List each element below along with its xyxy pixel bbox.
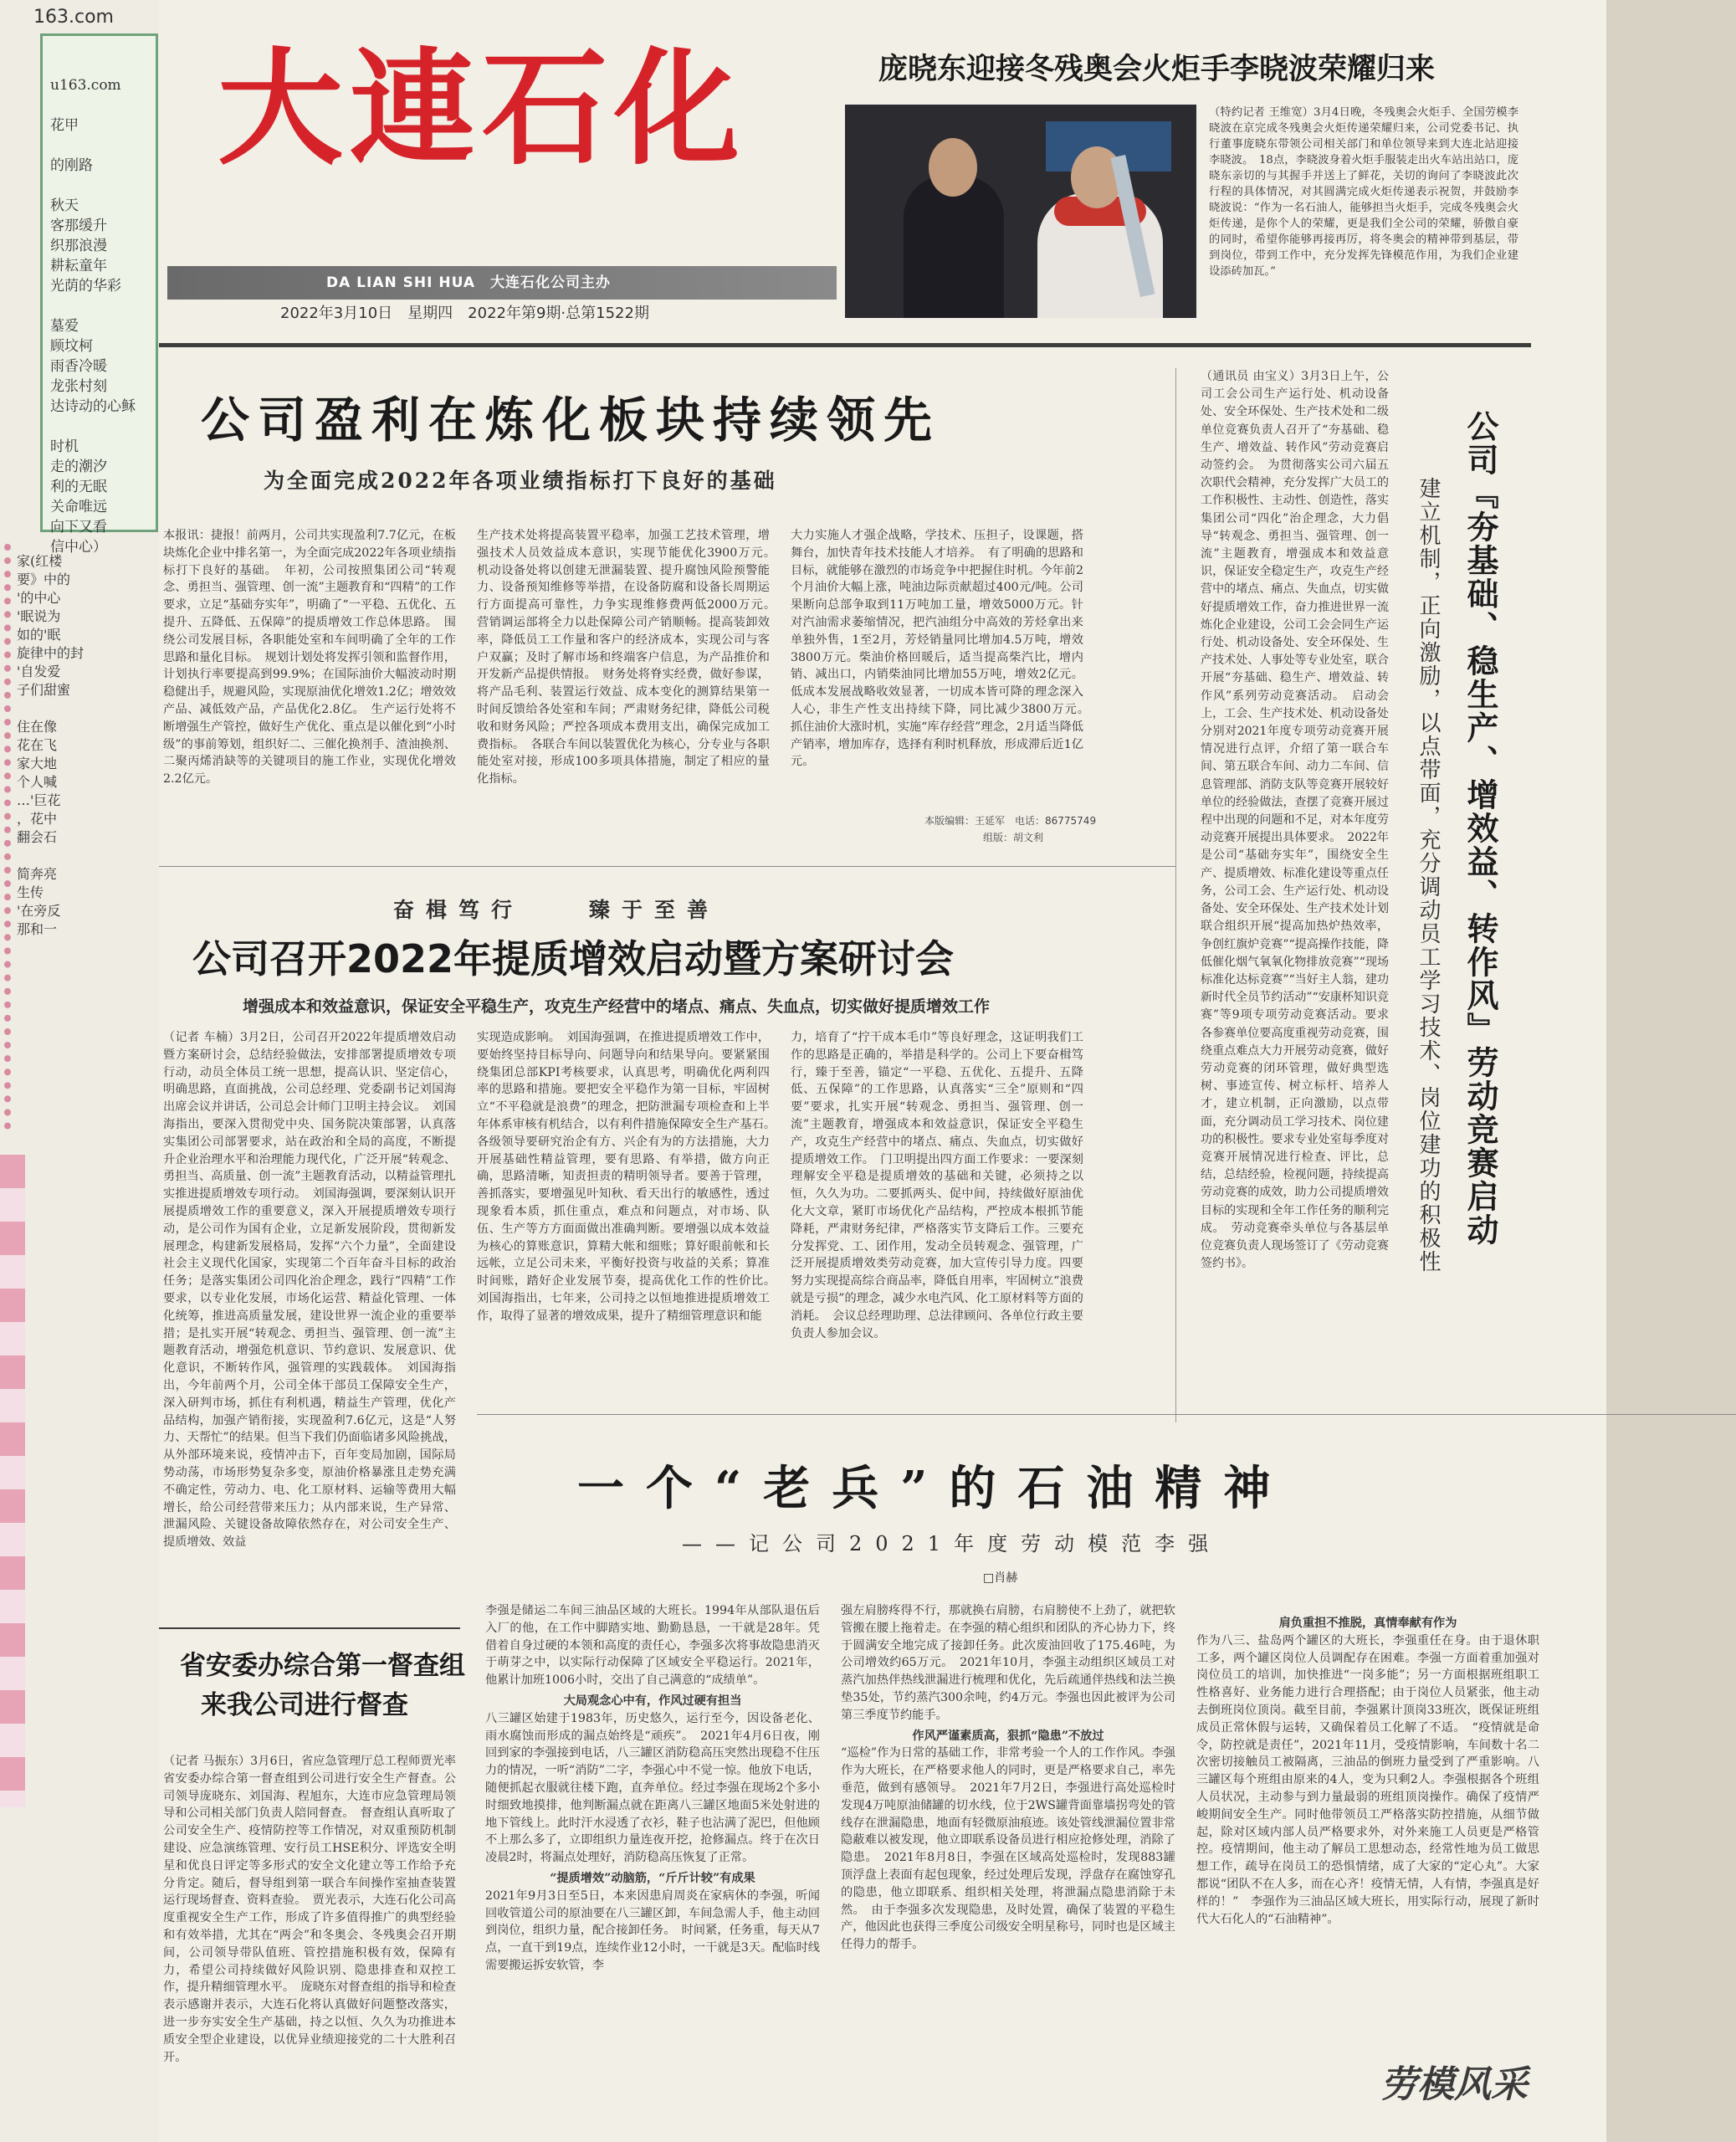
feature-subhead: ——记公司2021年度劳动模范李强: [682, 1532, 1222, 1555]
feature-col-1: [485, 1602, 820, 2121]
feature-byline: □肖赫: [983, 1571, 1018, 1585]
inspection-text: （记者 马振东）3月6日，省应急管理厅总工程师贾光率省安委办综合第一督查组到公司进行安全生产督查。公司领导庞晓东、刘国海、程旭东，大连市应急管理局领导和公司相关部门负责人陪同督查。 督查组认真听取了公司安全生产、疫情防控等工作情况，对双重预防机制建设、应急演练管理、安行员工HSE积分、评选安全明星和优良日评定等多形式的安全文化建立等工作给予充分肯定。随后，督导组到第一联合车间操作室抽查装置运行现场督查、资料查验。 贾光表示，大连石化公司高度重视安全生产工作，形成了许多值得推广的典型经验和有效举措，尤其在“两会”和冬奥会、冬残奥会召开期间，公司领导带队值班、管控措施积极有效，保障有力，希望公司持续做好风险识别、隐患排查和双控工作，提升精细管理水平。 庞晓东对督查组的指导和检查表示感谢并表示，大连石化将认真做好问题整改落实，进一步夯实安全生产基础，持之以恒、久久为功推进本质安全型企业建设，以优异业绩迎接党的二十大胜利召开。: [163, 1755, 456, 2064]
meeting-headline: 公司召开2022年提质增效启动暨方案研讨会: [192, 936, 955, 981]
feature-col-1-body: 八三罐区始建于1983年，历史悠久，运行至今，因设备老化、雨水腐蚀而形成的漏点始终是“顽疾”。 2021年4月6日夜，刚回到家的李强接到电话，八三罐区消防稳高压突然出现稳不住压力的情况，一听“消防”二字，李强心中不觉一惊。他放下电话，随便抓起衣服就往楼下跑，直奔单位。经过李强在现场2个多小时细致地摸排，他判断漏点就在距离八三罐区地面5米处射进的地下管线上。此时汗水浸透了衣衫，鞋子也沾满了泥巴，但他顾不上那么多了，立即组织力量连夜开挖，抢修漏点。终于在次日凌晨2时，将漏点处理好，消防稳高压恢复了正常。: [485, 1711, 820, 1865]
section-rule-1: [159, 866, 1175, 867]
labor-model-stamp: 劳模风采: [1380, 2063, 1528, 2106]
vertical-story-headline: 公司『夯基础、稳生产、增效益、转作风』劳动竞赛启动: [1462, 410, 1499, 1247]
feature-col-2-body: 强左肩膀疼得不行，那就换右肩膀，右肩膀使不上劲了，就把软管搬在腰上拖着走。在李强的精心组织和团队的齐心协力下，终于圆满安全地完成了接卸任务。此次废油回收了175.46吨，为公司增效约65万元。 2021年10月，李强主动组织区域员工对蒸汽加热伴热线泄漏进行梳理和优化，先后疏通伴热线和法兰换垫35处，节约蒸汽300余吨，约4万元。李强也因此被评为公司第三季度节约能手。: [841, 1604, 1175, 1722]
feature-col-1-intro: 李强是储运二车间三油品区域的大班长。1994年从部队退伍后入厂的他，在工作中脚踏实地、勤勤恳恳，一干就是28年。凭借着自身过硬的本领和高度的责任心，李强多次将事故隐患消灭于萌芽之中，以实际行动保障了区域安全平稳运行。2021年，他累计加班1006小时，交出了自己满意的“成绩单”。: [485, 1604, 820, 1688]
lead-subhead: 为全面完成2022年各项业绩指标打下良好的基础: [264, 469, 777, 493]
feature-col-1-body-2: 2021年9月3日至5日，本来因患肩周炎在家病休的李强，听闻回收管道公司的原油要在八三罐区卸，车间急需人手，他主动回到岗位，组织力量，配合接卸任务。 时间紧，任务重，每天从7点，一直干到19点，连续作业12小时，一干就是3天。配临时线需要搬运拆安软管，李: [485, 1888, 820, 1972]
inspection-headline-1: 省安委办综合第一督查组: [180, 1651, 465, 1681]
feature-col-2: [841, 1602, 1175, 2121]
feature-col-3-body: 作为八三、盐岛两个罐区的大班长，李强重任在身。由于退休职工多，两个罐区岗位人员调配存在困难。李强一方面着重加强对岗位员工的培训，加快推进“一岗多能”；另一方面根据班组职工性格喜好、业务能力进行合理搭配；由于岗位人员紧张，他主动去倒班岗位顶岗。截至目前，李强累计顶岗33班次，既保证班组成员正常休假与运转，又确保着员工化解了不适。 “疫情就是命令，防控就是责任”，2021年11月，受疫情影响，车间数十名二次密切接触员工被隔离，三油品的倒班力量受到了严重影响。八三罐区每个班组由原来的4人，变为只剩2人。李强根据各个班组人员状况，主动参与到力量最弱的班组顶岗操作。确保了疫情严峻期间安全生产。同时他带领员工严格落实防控措施，从细节做起，除对区域内部人员严格要求外，对外来施工人员更是严格管控。疫情期间，他主动了解员工思想动态，经常性地为员工做思想工作，疏导在岗员工的恐惧情绪，成了大家的“定心丸”。大家都说“团队不在人多，而在心齐！疫情无情，人有情，李强真是好样的！” 李强作为三油品区域大班长，用实际行动，展现了新时代大石化人的“石油精神”。: [1196, 1633, 1539, 1926]
poem-text: u163.com 花甲 的刚路 秋天 客那缓升 织那浪漫 耕耘童年 光荫的华彩 墓爱 顾坟柯 雨香冷暖 龙张村刻 达诗动的心稣 时机 走的潮汐 利的无眠 关命唯远 向下又看 信中心）: [50, 77, 136, 556]
masthead-pinyin: DA LIAN SHI HUA 大连石化公司主办: [326, 274, 612, 291]
masthead-rule: [159, 343, 1531, 347]
person-left: [904, 176, 1004, 318]
site-label: 163.com: [33, 7, 114, 28]
feature-col-3-heading: 肩负重担不推脱，真情奉献有作为: [1278, 1617, 1457, 1630]
person-left-head: [929, 138, 977, 197]
adjoining-page-strip: [0, 0, 165, 2142]
inspection-headline-2: 来我公司进行督查: [201, 1690, 408, 1720]
feature-col-1-heading-2: “提质增效”动脑筋，“斤斤计较”有成果: [550, 1871, 755, 1885]
column-divider-vertical: [1175, 368, 1176, 1422]
meeting-col-2: 实现造成影响。 刘国海强调，在推进提质增效工作中，要始终坚持目标导向、问题导向和结果导向。要紧紧围绕集团总部KPI考核要求，认真思考，明确优化两利四率的思路和措施。要把安全平稳作为第一目标，牢固树立“不平稳就是浪费”的理念，把防泄漏专项检查和上半年体系审核有机结合，以有利件措施保障安全生产基石。 各级领导要研究治企有方、兴企有为的方法措施，大力开展基础性精益管理，要有思路、有举措，做方向正确，思路清晰，知责担责的精明领导者。要善于管理，善抓落实，要增强见叶知秋、看天出行的敏感性，透过现象看本质，抓住重点，难点和问题点，对市场、队伍、生产等方方面面做出准确判断。要增强以成本效益为核心的算账意识，算精大帐和细账；算好眼前帐和长远帐，立足公司未来，平衡好投资与收益的关系；算准时间账，踏好企业发展节奏，提高优化工作的性价比。 刘国海指出，七年来，公司持之以恒地推进提质增效工作，取得了显著的增效成果，提升了精细管理意识和能: [477, 1031, 782, 1323]
feature-col-1-heading: 大局观念心中有，作风过硬有担当: [563, 1694, 742, 1708]
meeting-kicker: 奋楫笃行 臻于至善: [393, 898, 720, 922]
feature-col-2-body-2: “巡检”作为日常的基础工作，非常考验一个人的工作作风。李强作为大班长，在严格要求他人的同时，更是严格要求自己，率先垂范，做到有感领导。 2021年7月2日，李强进行高处巡检时发现4万吨原油储罐的切水线，位于2WS罐背面靠墙拐弯处的管线存在泄漏隐患，地面有轻微原油痕迹。该处管线泄漏位置非常隐蔽难以被发现，他立即联系设备员进行相应抢修处理，消除了隐患。 2021年8月8日，李强在区域高处巡检时，发现883罐顶浮盘上表面有起包现象，经过处理后发现，浮盘存在腐蚀穿孔的隐患，他立即联系、组织相关处理，将泄漏点隐患消除于未然。 由于李强多次发现隐患，及时处置，确保了装置的平稳生产，他因此也获得三季度公司级安全明星称号，同时也是区域主任得力的帮手。: [841, 1746, 1175, 1952]
masthead-title: 大連石化: [218, 35, 747, 182]
meeting-col-3: 力，培育了“拧干成本毛巾”等良好理念，这证明我们工作的思路是正确的，举措是科学的。公司上下要奋楫笃行，臻于至善，锚定“一平稳、五优化、五提升、五降低、五保障”的工作思路，认真落实“三全”原则和“四要”要求，扎实开展“转观念、勇担当、强管理、创一流”主题教育，增强成本和效益意识，保证安全平稳生产，攻克生产经营中的堵点、痛点、失血点，切实做好提质增效工作。 门卫明提出四方面工作要求：一要深刻理解安全平稳是提质增效的基础和关键，必须持之以恒，久久为功。二要抓两头、促中间，持续做好原油优化大文章，紧盯市场优化产品结构，严控成本根抓节能降耗，严肃财务纪律，严格落实节支降后工作。三要充分发挥党、工、团作用，发动全员转观念、强管理，广泛开展提质增效类劳动竞赛，加大宣传引导力度。四要努力实现提高综合商品率，降低自用率，牢固树立“浪费就是亏损”的理念，减少水电汽风、化工原材料等方面的消耗。 会议总经理助理、总法律顾问、各单位行政主要负责人参加会议。: [791, 1031, 1083, 1340]
adjoining-article-text: 家(红楼 要》中的 '的中心 '眠说为 如的'眠 旋律中的封 '自发爱 子们甜蜜 住在像 花在飞 家大地 个人喊 …'巨花 ，花中 翻会石 简奔亮 生传 '在旁反 那和一: [17, 553, 84, 937]
feature-col-3: [1196, 1615, 1539, 2033]
top-story-photo: [845, 105, 1196, 318]
newspaper-page: [159, 0, 1606, 2142]
page-designer: 组版：胡文利: [983, 832, 1044, 843]
feature-headline: 一个“老兵”的石油精神: [577, 1461, 1293, 1516]
meeting-subhead: 增强成本和效益意识，保证安全平稳生产，攻克生产经营中的堵点、痛点、失血点，切实做好提质增效工作: [243, 997, 991, 1016]
lead-col-1: 本报讯：捷报！前两月，公司共实现盈利7.7亿元，在板块炼化企业中排名第一，为全面完成2022年各项业绩指标打下良好的基础。 年初，公司按照集团公司“转观念、勇担当、强管理、创一流”主题教育和“四精”的工作要求，立足“基础夯实年”，明确了“一平稳、五优化、五提升、五降低、五保障”的提质增效工作总体思路。 围绕公司发展目标，各职能处室和车间明确了全年的工作思路和量化目标。 规划计划处将发挥引领和监督作用，计划执行率要提高到99.9%；在国际油价大幅波动时期稳健出手，规避风险，实现原油优化增效1.2亿；增效效产品、减低效产品，产品优化2.8亿。 生产运行处将不断增强生产管控，做好生产优化、重点是以催化到“小时级”的事前筹划，组织好二、三催化换剂手、渣油换剂、二聚丙烯消缺等的关键项目的施工作业，实现优化增效2.2亿元。: [163, 529, 456, 787]
lead-col-2: 生产技术处将提高装置平稳率，加强工艺技术管理，增强技术人员效益成本意识，实现节能优化3900万元。 机动设备处将以创建无泄漏装置、提升腐蚀风险预警能力、设备预知维修等举措，在设备防腐和设备长周期运行方面提高可靠性，力争实现维修费两低2000万元。 营销调运部将全力以赴保障公司产销顺畅。提高装卸效率，降低员工工作量和客户的经济成本，实现公司与客户双赢；及时了解市场和终端客户信息，为产品推价和开发新产品提供情报。 财务处将脊实经费，做好参谋，将产品毛利、装置运行效益、成本变化的测算结果第一时间反馈给各处室和车间；严肃财务纪律，降低公司税收和财务风险；严控各项成本费用支出，确保完成加工费指标。 各联合车间以装置优化为核心，分专业与各职能处室对接，形成100多项具体措施，制定了相应的量化指标。: [477, 529, 782, 787]
vertical-story-text: （通讯员 由宝义）3月3日上午，公司工会公司生产运行处、机动设备处、安全环保处、生产技术处和二级单位竞赛负责人召开了“夯基础、稳生产、增效益、转作风”劳动竞赛启动签约会。 为贯彻落实公司六届五次职代会精神，充分发挥广大员工的工作积极性、主动性、创造性，落实集团公司“四化”治企理念，大力倡导“转观念、勇担当、强管理、创一流”主题教育，增强成本和效益意识，保证安全稳定生产，攻克生产经营中的堵点、痛点、失血点，切实做好提质增效工作，奋力推进世界一流炼化企业建设，公司工会会同生产运行处、机动设备处、安全环保处、生产技术处、人事处等专业处室，联合开展“夯基础、稳生产、增效益、转作风”系列劳动竞赛活动。 启动会上，工会、生产技术处、机动设备处分别对2021年度专项劳动竞赛开展情况进行点评，介绍了第一联合车间、第五联合车间、动力二车间、信息管理部、消防支队等竞赛开展较好单位的经验做法，查摆了竞赛开展过程中出现的问题和不足，对本年度劳动竞赛开展提出具体要求。 2022年是公司“基础夯实年”，围绕安全生产、提质增效、标准化建设等重点任务，公司工会、生产运行处、机动设备处、安全环保处、生产技术处计划联合组织开展“提高加热炉热效率，争创红旗炉竞赛”“提高操作技能，降低催化烟气氧氧化物排放竞赛”“现场标准化达标竞赛”“当好主人翁，建功新时代全员节约活动”“安康杯知识竞赛”等9项专项劳动竞赛活动。要求各参赛单位要高度重视劳动竞赛，围绕重点难点大力开展劳动竞赛，做好劳动竞赛的闭环管理，做好典型选树、事迹宣传、树立标杆、培养人才，建立机制，正向激励，以点带面，充分调动员工学习技术、岗位建功的积极性。要求专业处室每季度对竞赛开展情况进行检查、评比，总结，总结经验，检视问题，持续提高劳动竞赛的成效，助力公司提质增效目标的实现和全年工作任务的顺利完成。 劳动竞赛牵头单位与各基层单位竞赛负责人现场签订了《劳动竞赛签约书》。: [1201, 370, 1389, 1271]
lead-headline: 公司盈利在炼化板块持续领先: [201, 392, 941, 448]
feature-col-2-heading: 作风严谨素质高，狠抓“隐患”不放过: [912, 1729, 1104, 1743]
top-story-text: （特约记者 王维宽）3月4日晚，冬残奥会火炬手、全国劳模李晓波在京完成冬残奥会火炬传递荣耀归来，公司党委书记、执行董事庞晓东带领公司相关部门和单位领导来到大连北站迎接李晓波。 18点，李晓波身着火炬手服装走出火车站出站口，庞晓东亲切的与其握手并送上了鲜花，关切的询问了李晓波此次行程的具体情况，对其圆满完成火炬传递表示祝贺，并鼓励李晓波说：“作为一名石油人，能够担当火炬手，完成冬残奥会火炬传递，是你个人的荣耀，更是我们全公司的荣耀，骄傲自豪的同时，希望你能够再接再厉，将冬奥会的精神带到基层，带到岗位，带到工作中，充分发挥先锋模范作用，为我们企业建设添砖加瓦。”: [1209, 106, 1518, 278]
lead-col-3: 大力实施人才强企战略，学技术、压担子，设课题，搭舞台，加快青年技术技能人才培养。 有了明确的思路和目标，就能够在激烈的市场竞争中把握住时机。今年前2个月油价大幅上涨，吨油边际贡献超过400元/吨。公司果断向总部争取到11万吨加工量，增效5000万元。针对汽油需求萎缩情况，把汽油组分中高效的芳烃拿出来单独外售，1至2月，芳烃销量同比增加4.5万吨，增效3800万元。柴油价格回暖后，适当提高柴汽比，增内销、减出口，内销柴油同比增加55万吨，增效2亿元。低成本发展战略收效显著，一切成本皆可降的理念深入人心，非生产性支出持续下降，同比减少3800万元。 抓住油价大涨时机，实施“库存经营”理念，2月适当降低产销率，增加库存，选择有利时机释放，形成滞后近1亿元。: [791, 529, 1096, 769]
meeting-col-1: （记者 车楠）3月2日，公司召开2022年提质增效启动暨方案研讨会，总结经验做法，安排部署提质增效专项行动，动员全体员工统一思想，提高认识、坚定信心，明确思路，直面挑战，公司总经理、党委副书记刘国海出席会议并讲话，公司总会计师门卫明主持会议。 刘国海指出，要深入贯彻党中央、国务院决策部署，认真落实集团公司部署要求，站在政治和全局的高度，不断提升企业治理水平和治理能力现代化，广泛开展“转观念、勇担当、高质量、创一流”主题教育活动，以精益管理扎实推进提质增效专项行动。 刘国海强调，要深刻认识开展提质增效工作的重要意义，深入开展提质增效专项行动，是公司作为国有企业，立足新发展阶段，贯彻新发展理念，构建新发展格局，发挥“六个力量”，全面建设社会主义现代化国家，实现第二个百年奋斗目标的政治任务；是落实集团公司四化治企理念，践行“四精”工作要求，以专业化发展，市场化运营、精益化管理、一体化统筹，推进高质量发展，建设世界一流企业的重要举措；是扎实开展“转观念、勇担当、强管理、创一流”主题教育活动，增强危机意识、节约意识、发展意识、优化意识，不断转作风，强管理的实践载体。 刘国海指出，今年前两个月，公司全体干部员工保障安全生产，深入研判市场，抓住有利机遇，精益生产管理，优化产品结构，加强产销衔接，实现盈利7.6亿元，这是“人努力、天帮忙”的结果。但当下我们仍面临诸多风险挑战，从外部环境来说，疫情冲击下，百年变局加剧，国际局势动荡，市场形势复杂多变，原油价格暴涨且走势充满不确定性，劳动力、电、化工原材料、运输等费用大幅增长，给公司经营带来压力；从内部来说，生产异常、泄漏风险、关键设备故障依然存在，对公司安全生产、提质增效、效益: [163, 1031, 456, 1550]
page-editor: 本版编辑：王延军 电话：86775749: [924, 815, 1097, 827]
top-story-headline: 庞晓东迎接冬残奥会火炬手李晓波荣耀归来: [878, 53, 1436, 86]
section-rule-2: [477, 1414, 1736, 1415]
vertical-story-subhead: 建立机制，正向激励，以点带面，充分调动员工学习技术、岗位建功的积极性: [1416, 477, 1441, 1273]
issue-date: 2022年3月10日 星期四 2022年第9期·总第1522期: [280, 305, 649, 322]
adjoining-pink-bars: [0, 1155, 25, 1807]
inspection-box-top: [159, 1627, 460, 1629]
